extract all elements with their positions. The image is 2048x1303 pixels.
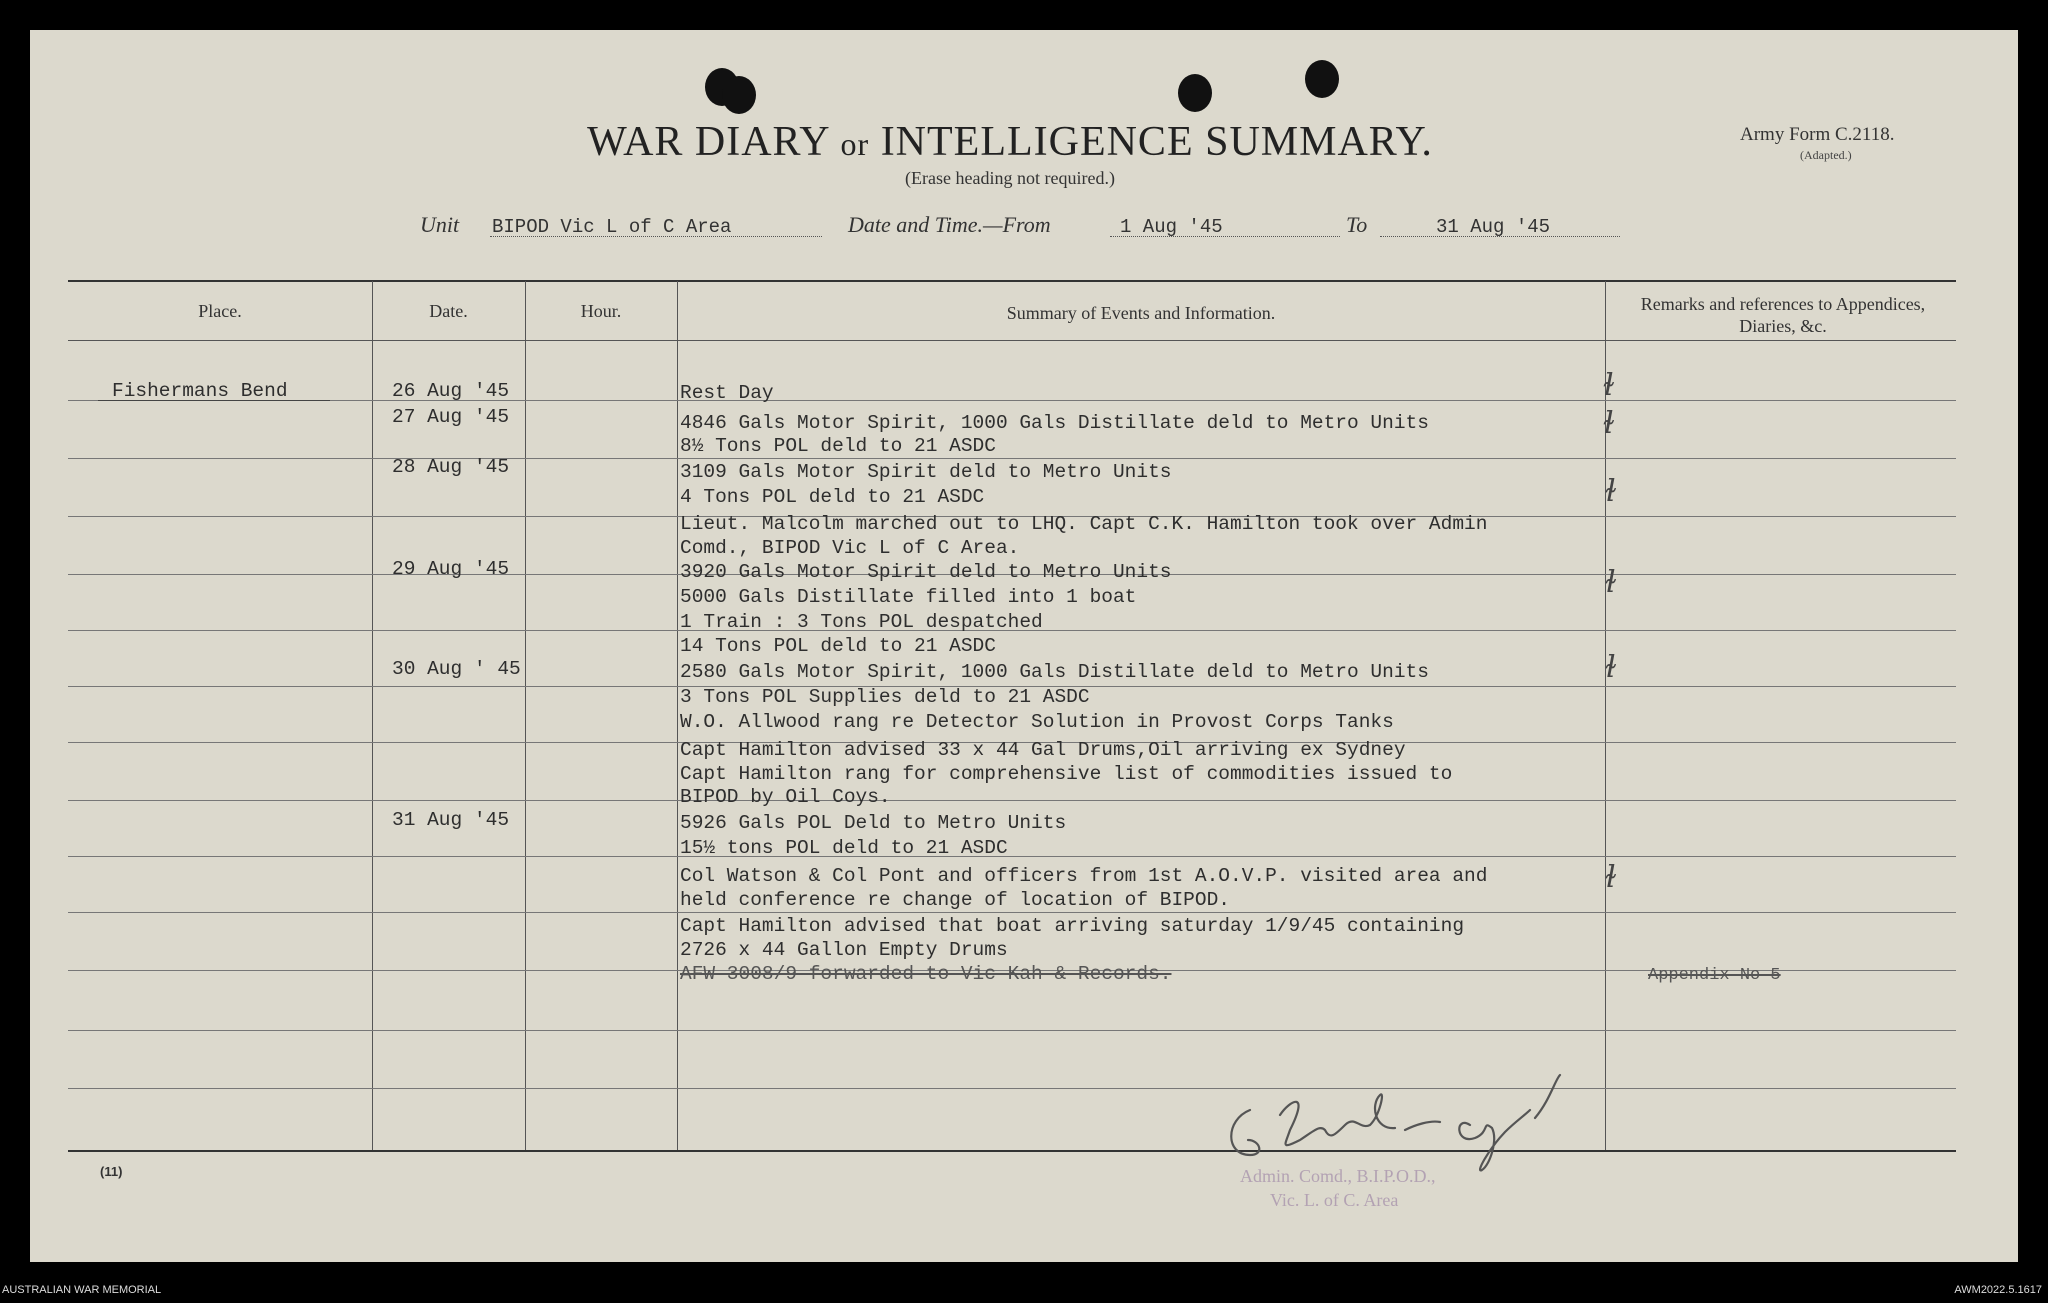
unit-label: Unit <box>420 212 460 237</box>
row-rule <box>68 1088 1956 1089</box>
title-intelligence-summary: INTELLIGENCE SUMMARY. <box>880 119 1433 165</box>
unit-value: BIPOD Vic L of C Area <box>492 216 732 238</box>
handwritten-tick-mark: ɫ <box>1605 474 1617 509</box>
table-top-rule <box>68 280 1956 282</box>
event-line: 3109 Gals Motor Spirit deld to Metro Units <box>680 461 1172 483</box>
stamp-line-1: Admin. Comd., B.I.P.O.D., <box>1240 1166 1436 1186</box>
rubber-stamp <box>1240 1164 1436 1212</box>
date-to-value: 31 Aug '45 <box>1436 216 1551 238</box>
event-line: 4846 Gals Motor Spirit, 1000 Gals Distillate deld to Metro Units <box>680 412 1429 434</box>
form-note: (Adapted.) <box>1800 148 1852 162</box>
date-entry: 28 Aug '45 <box>392 456 510 478</box>
event-line: 1 Train : 3 Tons POL despatched <box>680 611 1043 633</box>
remarks-appendix: Appendix No 5 <box>1648 966 1781 985</box>
handwritten-tick-mark: ɫ <box>1605 565 1617 600</box>
column-header-hour: Hour. <box>580 301 622 321</box>
event-line: W.O. Allwood rang re Detector Solution in Provost Corps Tanks <box>680 711 1394 733</box>
punch-hole-3 <box>1178 74 1212 112</box>
to-label: To <box>1346 212 1368 237</box>
credit-right: AWM2022.5.1617 <box>1954 1284 2042 1296</box>
date-entry: 26 Aug '45 <box>392 380 510 402</box>
stamp-line-2: Vic. L. of C. Area <box>1270 1190 1399 1210</box>
event-line: 14 Tons POL deld to 21 ASDC <box>680 635 996 657</box>
form-number: Army Form C.2118. <box>1740 124 1895 145</box>
event-line: 2726 x 44 Gallon Empty Drums <box>680 939 1008 961</box>
punch-hole-2 <box>722 76 756 114</box>
column-header-place: Place. <box>198 301 242 321</box>
event-line: held conference re change of location of BIPOD. <box>680 889 1230 911</box>
document-title <box>520 118 1500 166</box>
event-line: Capt Hamilton advised that boat arriving saturday 1/9/45 containing <box>680 915 1465 937</box>
date-entry: 27 Aug '45 <box>392 406 510 428</box>
date-from-dotted-line <box>1110 236 1340 237</box>
event-line: 15½ tons POL deld to 21 ASDC <box>680 837 1008 859</box>
event-line: BIPOD by Oil Coys. <box>680 786 891 808</box>
event-line: 8½ Tons POL deld to 21 ASDC <box>680 435 996 457</box>
event-line: 5926 Gals POL Deld to Metro Units <box>680 812 1067 834</box>
title-or: or <box>840 126 870 162</box>
event-line: Col Watson & Col Pont and officers from 1st A.O.V.P. visited area and <box>680 865 1488 887</box>
credit-left: AUSTRALIAN WAR MEMORIAL <box>2 1284 162 1296</box>
event-line: Rest Day <box>680 382 774 404</box>
event-line: Capt Hamilton rang for comprehensive list of commodities issued to <box>680 763 1453 785</box>
table-bottom-rule <box>68 1150 1956 1152</box>
event-line: 2580 Gals Motor Spirit, 1000 Gals Distillate deld to Metro Units <box>680 661 1429 683</box>
column-header-date: Date. <box>429 301 468 321</box>
date-to-dotted-line <box>1380 236 1620 237</box>
event-line: Capt Hamilton advised 33 x 44 Gal Drums,Oil arriving ex Sydney <box>680 739 1406 761</box>
date-label: Date and Time.—From <box>848 212 1051 237</box>
row-rule <box>68 458 1956 459</box>
row-rule <box>68 856 1956 857</box>
event-line: 5000 Gals Distillate filled into 1 boat <box>680 586 1137 608</box>
document-subtitle: (Erase heading not required.) <box>905 168 1115 188</box>
punch-hole-4 <box>1305 60 1339 98</box>
handwritten-tick-mark: ɫ <box>1603 406 1615 441</box>
event-line-struck: AFW 3008/9 forwarded to Vic Kah & Records. <box>680 963 1172 985</box>
title-war-diary: WAR DIARY <box>587 119 830 165</box>
row-rule <box>68 400 1956 401</box>
handwritten-tick-mark: ɫ <box>1605 650 1617 685</box>
date-entry: 30 Aug ' 45 <box>392 658 521 680</box>
column-divider-place <box>372 281 373 1150</box>
event-line: Lieut. Malcolm marched out to LHQ. Capt C.K. Hamilton took over Admin <box>680 513 1488 535</box>
column-header-summary: Summary of Events and Information. <box>1006 303 1276 323</box>
date-entry: 31 Aug '45 <box>392 809 510 831</box>
handwritten-tick-mark: ɫ <box>1605 860 1617 895</box>
form-code: (11) <box>100 1164 123 1179</box>
event-line: Comd., BIPOD Vic L of C Area. <box>680 537 1020 559</box>
column-divider-date <box>525 281 526 1150</box>
unit-dotted-line <box>490 236 822 237</box>
row-rule <box>68 1030 1956 1031</box>
event-line: 3 Tons POL Supplies deld to 21 ASDC <box>680 686 1090 708</box>
column-divider-hour <box>677 281 678 1150</box>
handwritten-tick-mark: ɫ <box>1603 368 1615 403</box>
column-header-remarks: Remarks and references to Appendices, Diaries, &c. <box>1640 294 1926 336</box>
event-line: 4 Tons POL deld to 21 ASDC <box>680 486 985 508</box>
event-line: 3920 Gals Motor Spirit deld to Metro Units <box>680 561 1172 583</box>
place-entry: Fishermans Bend <box>112 380 288 402</box>
date-from-value: 1 Aug '45 <box>1120 216 1223 238</box>
date-entry: 29 Aug '45 <box>392 558 510 580</box>
place-underline <box>98 400 330 401</box>
row-rule <box>68 912 1956 913</box>
header-bottom-rule <box>68 340 1956 341</box>
row-rule <box>68 800 1956 801</box>
